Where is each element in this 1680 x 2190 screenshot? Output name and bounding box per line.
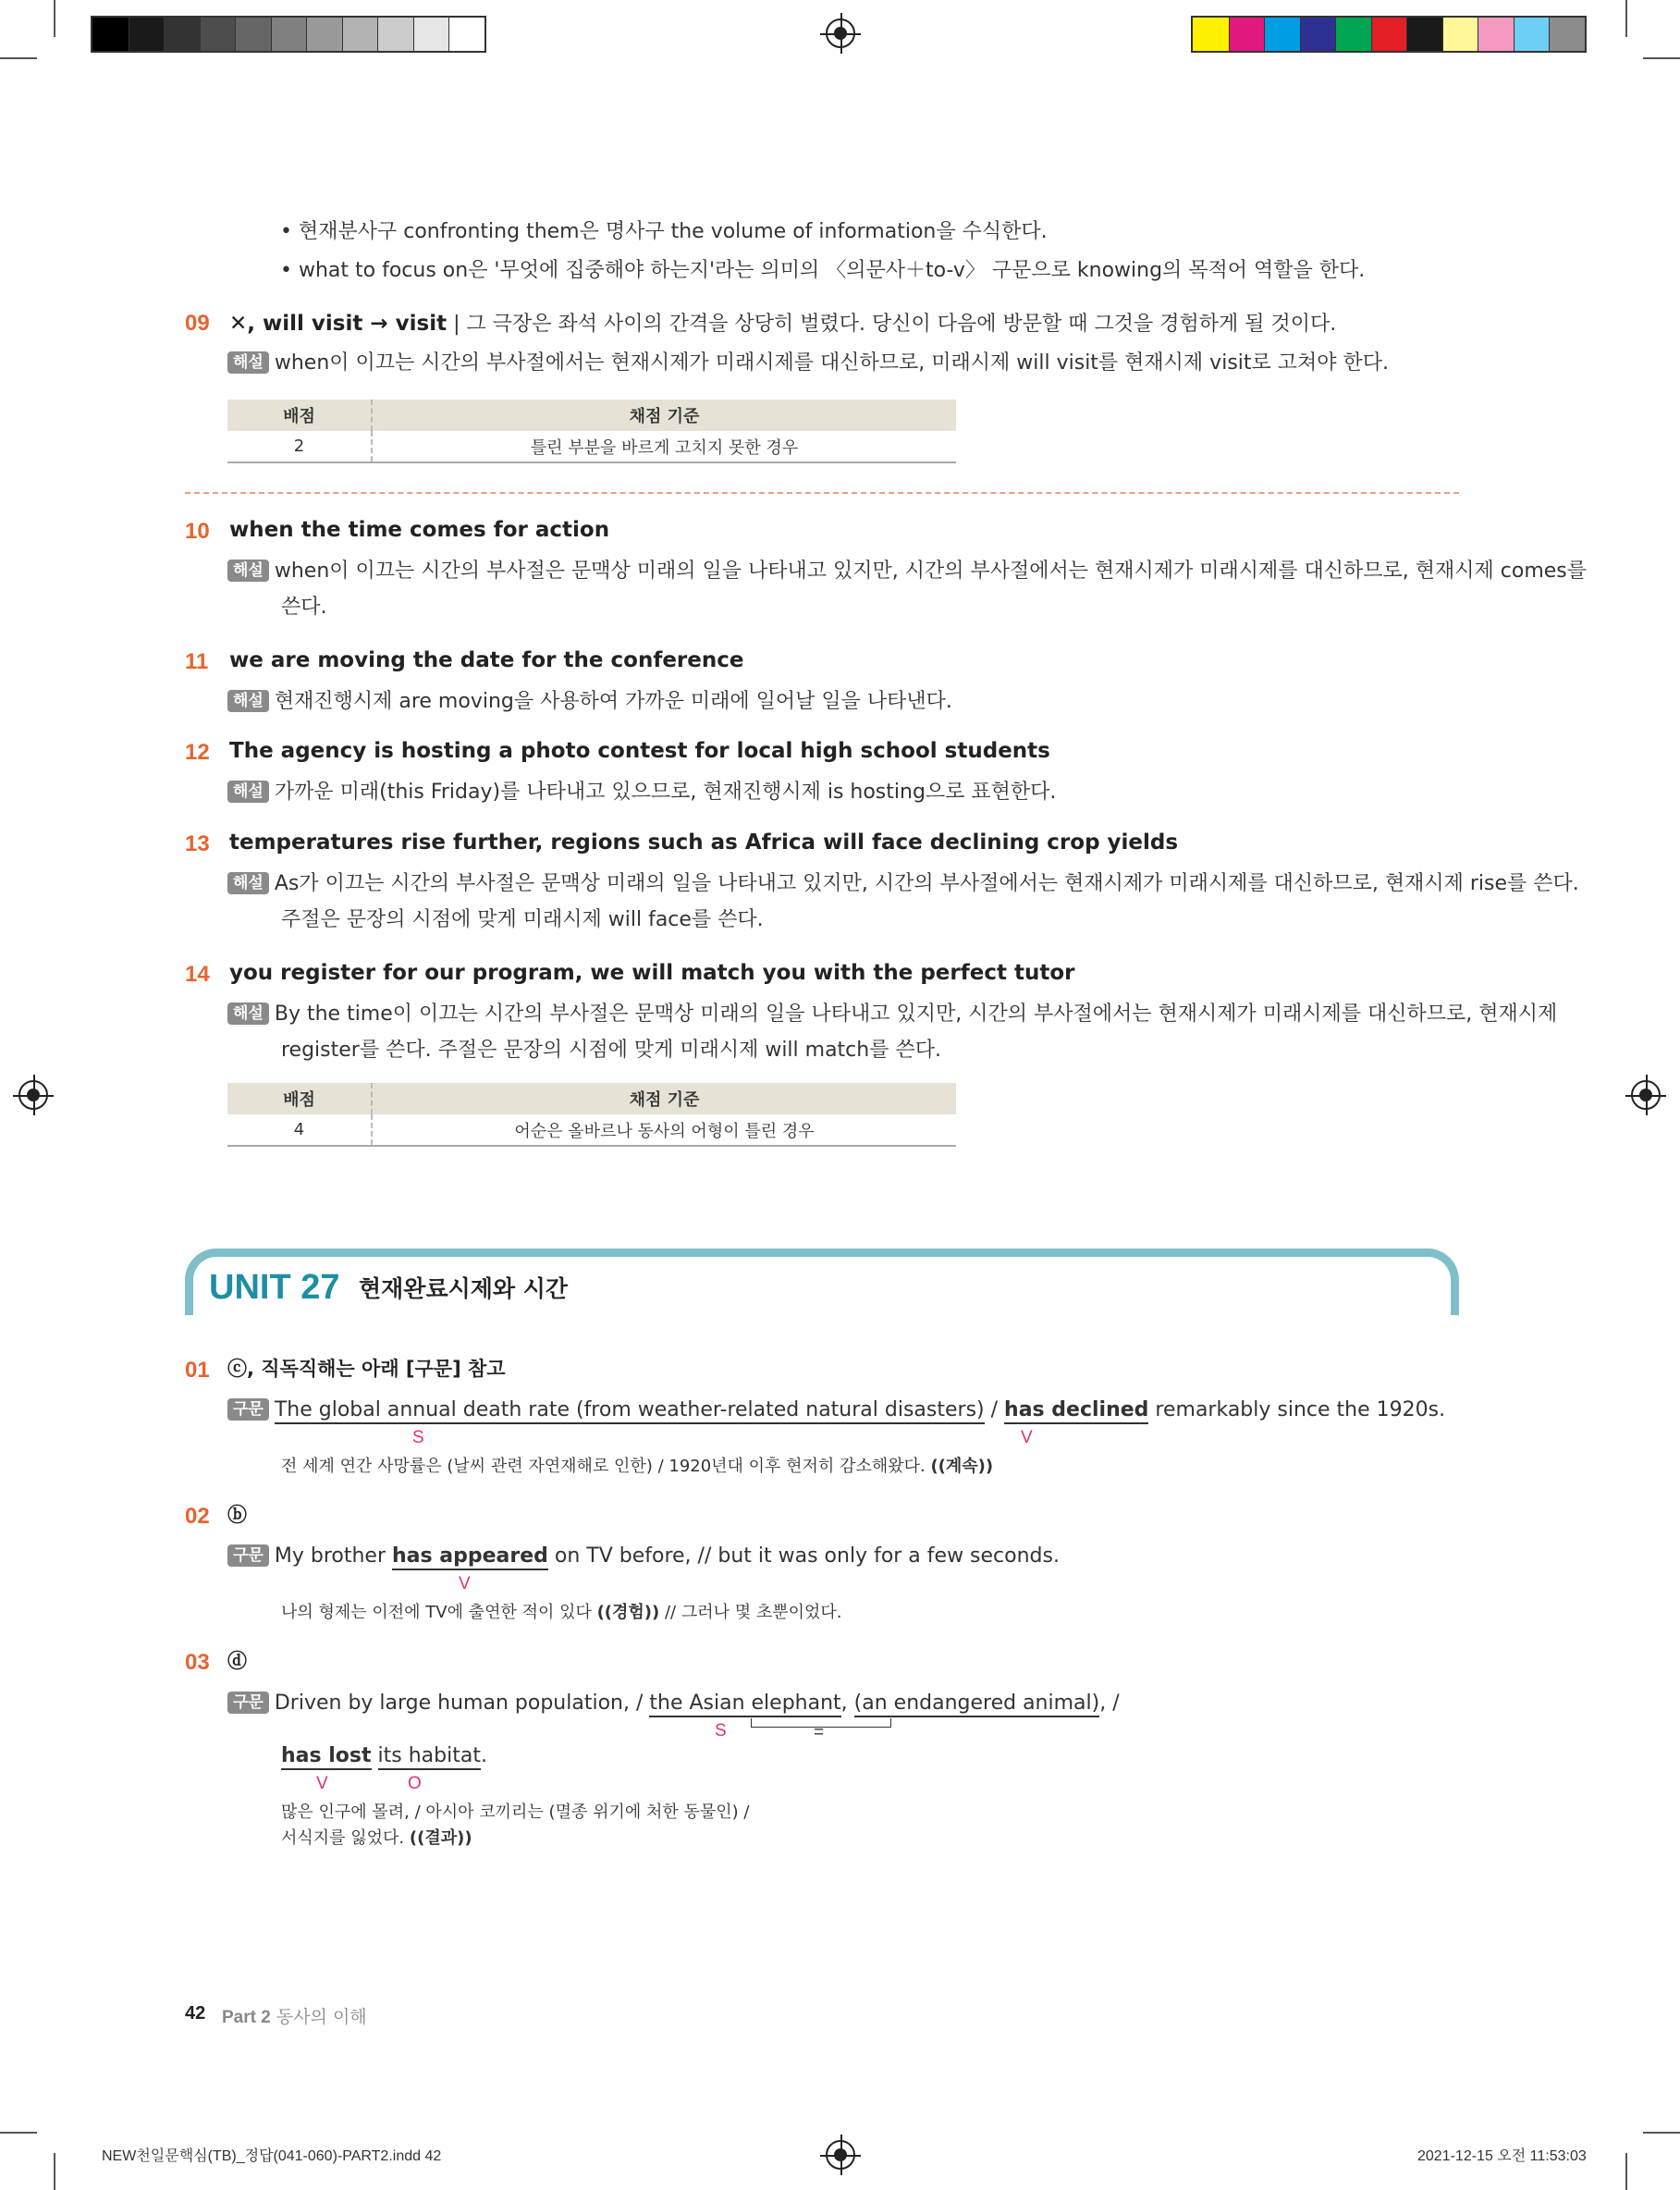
explanation — [227, 870, 1579, 898]
item-number: 14 — [185, 962, 210, 987]
explanation — [227, 1001, 1557, 1028]
structure-sentence-cont — [281, 1742, 487, 1770]
explain-tag: 해설 — [227, 781, 269, 803]
process-swatch — [1406, 18, 1442, 51]
process-swatch — [1549, 18, 1585, 51]
grayscale-swatch — [377, 18, 413, 51]
crop-mark — [1643, 57, 1680, 59]
item-number: 11 — [185, 649, 209, 674]
crop-mark — [54, 0, 55, 37]
grayscale-swatch — [448, 18, 484, 51]
grayscale-swatch — [271, 18, 307, 51]
usage-tag: ((경험)) — [596, 1603, 660, 1622]
registration-mark-top — [826, 18, 855, 48]
structure-sentence — [227, 1543, 1060, 1570]
item-answer: ⓒ, 직독직해는 아래 [구문] 참고 — [227, 1358, 506, 1380]
explain-tag: 해설 — [227, 1003, 269, 1025]
crop-mark — [0, 2132, 37, 2134]
grayscale-swatch — [164, 18, 200, 51]
usage-tag: ((결과)) — [409, 1828, 472, 1848]
process-swatch — [1264, 18, 1300, 51]
explain-tag: 해설 — [227, 872, 269, 894]
grayscale-swatch — [342, 18, 378, 51]
process-swatch — [1371, 18, 1407, 51]
grayscale-swatch — [92, 18, 129, 51]
object-phrase: its habitat — [378, 1744, 481, 1770]
sentence-punct: , / — [1099, 1692, 1120, 1715]
grayscale-swatch — [129, 18, 165, 51]
verb-mark: V — [316, 1774, 328, 1793]
sentence-start: My brother — [274, 1544, 392, 1568]
subject-phrase: the Asian elephant — [649, 1692, 840, 1717]
item-number: 03 — [185, 1650, 210, 1675]
translation-text: 전 세계 연간 사망률은 (날씨 관련 자연재해로 인한) / 1920년대 이후 현저히 감소해왔다. — [281, 1457, 931, 1476]
structure-sentence — [227, 1690, 1120, 1717]
grayscale-color-bar — [91, 16, 486, 53]
sentence-rest: remarkably since the 1920s. — [1148, 1398, 1446, 1421]
process-swatch — [1300, 18, 1336, 51]
process-swatch — [1478, 18, 1514, 51]
registration-mark-right — [1631, 1080, 1661, 1110]
process-swatch — [1193, 18, 1229, 51]
verb-phrase: has lost — [281, 1744, 372, 1770]
answer-text: ✕, will visit → visit — [229, 312, 448, 336]
explain-text: when이 이끄는 시간의 부사절에서는 현재시제가 미래시제를 대신하므로, 미래시제 will visit를 현재시제 visit로 고쳐야 한다. — [274, 351, 1390, 375]
equals-mark: = — [814, 1723, 825, 1742]
item-number: 10 — [185, 519, 210, 544]
item-number: 02 — [185, 1504, 210, 1529]
structure-tag: 구문 — [227, 1398, 269, 1421]
explanation — [227, 350, 1389, 377]
structure-tag: 구문 — [227, 1692, 269, 1714]
explanation-cont: 쓴다. — [281, 596, 327, 619]
sentence-start: Driven by large human population, / — [274, 1692, 650, 1715]
explain-text: when이 이끄는 시간의 부사절은 문맥상 미래의 일을 나타내고 있지만, 시간의 부사절에서는 현재시제가 미래시제를 대신하므로, 현재시제 comes를 — [274, 560, 1588, 583]
verb-phrase: has appeared — [392, 1544, 548, 1570]
criteria-value: 틀린 부분을 바르게 고치지 못한 경우 — [372, 431, 956, 462]
explain-text: As가 이끄는 시간의 부사절은 문맥상 미래의 일을 나타내고 있지만, 시간의 부사절에서는 현재시제가 미래시제를 대신하므로, 현재시제 rise를 쓴다. — [274, 872, 1579, 895]
grayscale-swatch — [235, 18, 271, 51]
registration-mark-left — [18, 1080, 48, 1110]
verb-mark: V — [459, 1574, 471, 1593]
item-answer: you register for our program, we will match you with the perfect tutor — [229, 961, 1075, 985]
slash: / — [984, 1398, 1005, 1421]
subject-mark: S — [715, 1721, 727, 1741]
explanation — [227, 688, 952, 716]
comma: , — [840, 1692, 854, 1715]
grayscale-swatch — [306, 18, 342, 51]
score-value: 2 — [227, 431, 372, 462]
part-name: Part 2 — [222, 2008, 271, 2027]
explanation-cont: register를 쓴다. 주절은 문장의 시점에 맞게 미래시제 will match를 쓴다. — [281, 1039, 941, 1062]
verb-mark: V — [1021, 1428, 1033, 1447]
slug-filename: NEW천일문핵심(TB)_정답(041-060)-PART2.indd 42 — [102, 2148, 442, 2164]
item-answer — [229, 310, 1336, 338]
crop-mark — [1625, 2153, 1627, 2190]
crop-mark — [54, 2153, 55, 2190]
grayscale-swatch — [413, 18, 449, 51]
explain-text: 현재진행시제 are moving을 사용하여 가까운 미래에 일어날 일을 나타낸다. — [274, 690, 952, 713]
explanation — [227, 779, 1056, 806]
score-header: 배점 — [227, 400, 372, 431]
structure-sentence — [227, 1396, 1445, 1424]
translation — [281, 1601, 842, 1625]
usage-tag: ((계속)) — [930, 1457, 994, 1476]
explanation-cont: 주절은 문장의 시점에 맞게 미래시제 will face를 쓴다. — [281, 908, 764, 931]
part-label — [222, 2003, 367, 2028]
item-answer: temperatures rise further, regions such as Africa will face declining crop yields — [229, 830, 1179, 855]
process-color-bar — [1191, 16, 1587, 53]
item-answer: The agency is hosting a photo contest for local high school students — [229, 739, 1050, 763]
structure-tag: 구문 — [227, 1544, 269, 1567]
translation-text: 서식지를 잃었다. — [281, 1828, 410, 1848]
unit-label: UNIT 27 — [209, 1268, 340, 1307]
item-answer: ⓑ — [227, 1504, 247, 1526]
explain-text: By the time이 이끄는 시간의 부사절은 문맥상 미래의 일을 나타내고 있지만, 시간의 부사절에서는 현재시제가 미래시제를 대신하므로, 현재시제 — [274, 1003, 1558, 1026]
part-title: 동사의 이해 — [270, 2007, 367, 2027]
explanation — [227, 558, 1587, 585]
item-number: 01 — [185, 1358, 210, 1383]
bullet-note: • 현재분사구 confronting them은 명사구 the volume of information을 수식한다. — [280, 220, 1048, 243]
page-number: 42 — [185, 2003, 206, 2024]
crop-mark — [0, 57, 37, 59]
item-answer: ⓓ — [227, 1650, 247, 1672]
criteria-header: 채점 기준 — [372, 1083, 956, 1114]
bullet-note: • what to focus on은 '무엇에 집중해야 하는지'라는 의미의 〈의문사＋to-v〉 구문으로 knowing의 목적어 역할을 한다. — [280, 259, 1366, 282]
slug-timestamp: 2021-12-15 오전 11:53:03 — [1417, 2148, 1587, 2164]
crop-mark — [1643, 2132, 1680, 2134]
explain-tag: 해설 — [227, 690, 269, 712]
translation — [281, 1455, 993, 1479]
explain-tag: 해설 — [227, 351, 269, 374]
score-table — [227, 400, 956, 463]
process-swatch — [1442, 18, 1478, 51]
translation: 많은 인구에 몰려, / 아시아 코끼리는 (멸종 위기에 처한 동물인) / — [281, 1802, 750, 1822]
explain-tag: 해설 — [227, 560, 269, 582]
process-swatch — [1229, 18, 1265, 51]
subject-phrase: The global annual death rate (from weather-related natural disasters) — [275, 1398, 985, 1424]
sentence-rest: on TV before, // but it was only for a few seconds. — [547, 1544, 1060, 1568]
score-value: 4 — [227, 1114, 372, 1146]
crop-mark — [1625, 0, 1627, 37]
translation — [281, 1827, 472, 1851]
registration-mark-bottom — [826, 2140, 855, 2170]
verb-phrase: has declined — [1004, 1398, 1148, 1424]
grayscale-swatch — [200, 18, 236, 51]
unit-title: 현재완료시제와 시간 — [359, 1275, 569, 1302]
sentence-end: . — [480, 1744, 487, 1767]
score-table — [227, 1083, 956, 1147]
criteria-value: 어순은 올바르나 동사의 어형이 틀린 경우 — [372, 1114, 956, 1146]
appositive-phrase: (an endangered animal) — [854, 1692, 1100, 1717]
object-mark: O — [408, 1774, 422, 1793]
item-number: 12 — [185, 740, 210, 765]
item-number: 13 — [185, 831, 210, 856]
translation-text: 나의 형제는 이전에 TV에 출연한 적이 있다 — [281, 1603, 597, 1622]
translation-rest: // 그러나 몇 초뿐이었다. — [659, 1603, 842, 1622]
section-divider — [185, 492, 1459, 494]
subject-mark: S — [412, 1428, 424, 1447]
item-answer: we are moving the date for the conference — [229, 648, 744, 672]
process-swatch — [1514, 18, 1550, 51]
item-answer: when the time comes for action — [229, 518, 610, 542]
answer-translation: | 그 극장은 좌석 사이의 간격을 상당히 벌렸다. 당신이 다음에 방문할 때 그것을 경험하게 될 것이다. — [447, 313, 1337, 336]
score-header: 배점 — [227, 1083, 372, 1114]
process-swatch — [1335, 18, 1371, 51]
criteria-header: 채점 기준 — [372, 400, 956, 431]
explain-text: 가까운 미래(this Friday)를 나타내고 있으므로, 현재진행시제 is hosting으로 표현한다. — [274, 781, 1057, 804]
item-number: 09 — [185, 311, 210, 336]
